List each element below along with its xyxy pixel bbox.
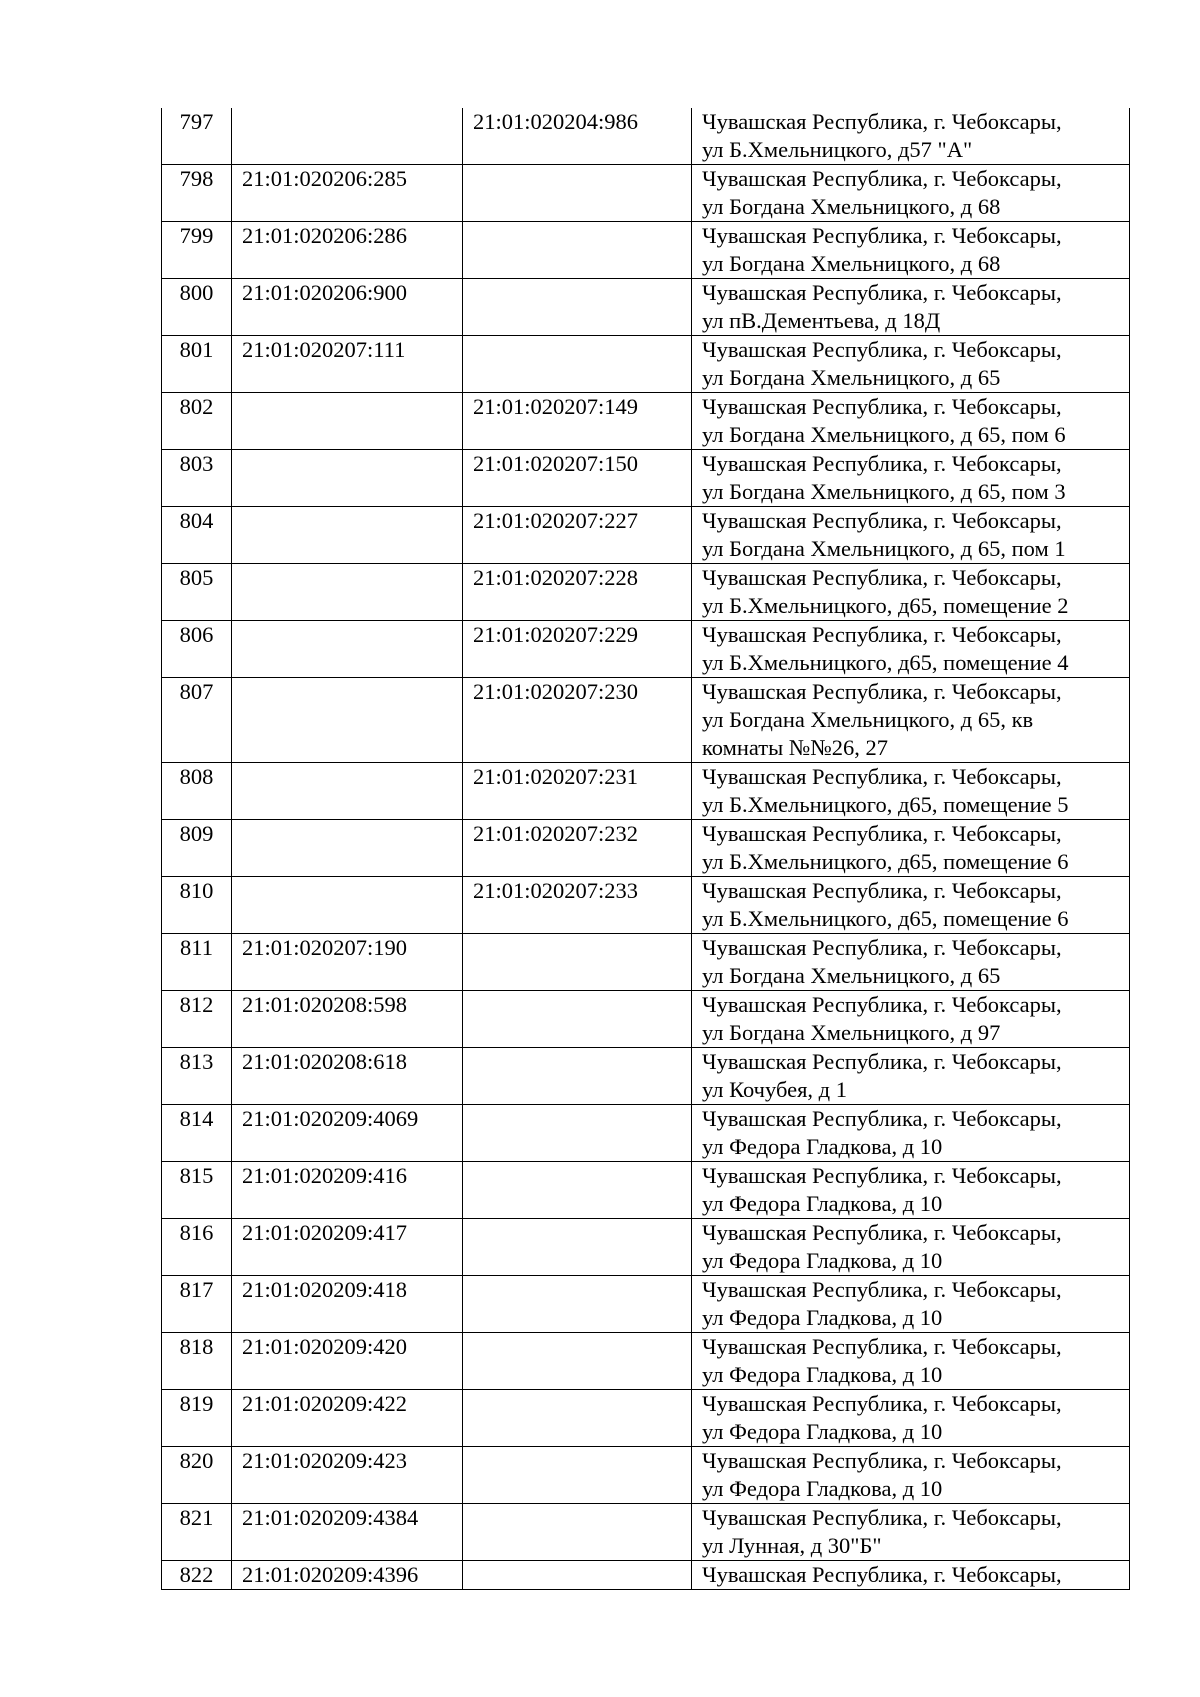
land-cadastral-number-cell: 21:01:020209:423 [232,1447,463,1504]
row-number-cell: 807 [162,678,232,763]
land-cadastral-number-cell [232,820,463,877]
address-cell [692,279,1130,336]
building-cadastral-number-cell [463,1561,692,1590]
address-line: ул Богдана Хмельницкого, д 65, пом 3 [702,479,1066,504]
row-number-cell: 812 [162,991,232,1048]
address-line: Чувашская Республика, г. Чебоксары, [702,878,1062,903]
land-cadastral-number-cell: 21:01:020209:416 [232,1162,463,1219]
land-cadastral-number-cell: 21:01:020207:190 [232,934,463,991]
row-number-cell: 817 [162,1276,232,1333]
address-cell [692,1561,1130,1590]
row-number-cell: 815 [162,1162,232,1219]
table-row [162,279,1130,336]
address-line: ул Богдана Хмельницкого, д 68 [702,251,1001,276]
address-line: ул Б.Хмельницкого, д57 "А" [702,137,973,162]
address-line: Чувашская Республика, г. Чебоксары, [702,1448,1062,1473]
table-row [162,1219,1130,1276]
address-line: Чувашская Республика, г. Чебоксары, [702,337,1062,362]
building-cadastral-number-cell [463,1504,692,1561]
table-row [162,1162,1130,1219]
land-cadastral-number-cell: 21:01:020206:286 [232,222,463,279]
address-cell [692,222,1130,279]
address-line: ул Богдана Хмельницкого, д 97 [702,1020,1001,1045]
table-row [162,507,1130,564]
land-cadastral-number-cell: 21:01:020208:618 [232,1048,463,1105]
row-number-cell: 797 [162,108,232,165]
building-cadastral-number-cell: 21:01:020207:228 [463,564,692,621]
address-line: Чувашская Республика, г. Чебоксары, [702,821,1062,846]
row-number-cell: 816 [162,1219,232,1276]
address-line: ул Богдана Хмельницкого, д 65, пом 1 [702,536,1066,561]
address-line: Чувашская Республика, г. Чебоксары, [702,1163,1062,1188]
row-number-cell: 805 [162,564,232,621]
address-line: ул пВ.Дементьева, д 18Д [702,308,941,333]
building-cadastral-number-cell [463,1333,692,1390]
table-row [162,1504,1130,1561]
address-line: Чувашская Республика, г. Чебоксары, [702,764,1062,789]
address-line: Чувашская Республика, г. Чебоксары, [702,1505,1062,1530]
row-number-cell: 803 [162,450,232,507]
address-cell [692,108,1130,165]
table-row [162,564,1130,621]
address-cell [692,1390,1130,1447]
address-cell [692,1447,1130,1504]
address-line: Чувашская Республика, г. Чебоксары, [702,1562,1062,1587]
land-cadastral-number-cell [232,763,463,820]
table-row [162,763,1130,820]
table-row [162,108,1130,165]
row-number-cell: 808 [162,763,232,820]
row-number-cell: 819 [162,1390,232,1447]
row-number-cell: 800 [162,279,232,336]
table-row [162,393,1130,450]
land-cadastral-number-cell: 21:01:020209:418 [232,1276,463,1333]
address-line: ул Федора Гладкова, д 10 [702,1248,943,1273]
row-number-cell: 813 [162,1048,232,1105]
row-number-cell: 809 [162,820,232,877]
address-line: комнаты №№26, 27 [702,735,889,760]
address-cell [692,507,1130,564]
land-cadastral-number-cell [232,678,463,763]
address-cell [692,877,1130,934]
address-line: ул Федора Гладкова, д 10 [702,1476,943,1501]
address-line: Чувашская Республика, г. Чебоксары, [702,394,1062,419]
address-line: Чувашская Республика, г. Чебоксары, [702,1277,1062,1302]
row-number-cell: 822 [162,1561,232,1590]
building-cadastral-number-cell: 21:01:020207:227 [463,507,692,564]
table-row [162,165,1130,222]
table-row [162,1333,1130,1390]
address-line: Чувашская Республика, г. Чебоксары, [702,280,1062,305]
table-row [162,820,1130,877]
building-cadastral-number-cell [463,934,692,991]
table-row [162,1276,1130,1333]
address-line: Чувашская Республика, г. Чебоксары, [702,1334,1062,1359]
address-line: Чувашская Республика, г. Чебоксары, [702,679,1062,704]
address-cell [692,450,1130,507]
address-line: Чувашская Республика, г. Чебоксары, [702,935,1062,960]
building-cadastral-number-cell [463,1162,692,1219]
table-row [162,1561,1130,1590]
building-cadastral-number-cell: 21:01:020207:229 [463,621,692,678]
address-cell [692,678,1130,763]
address-cell [692,165,1130,222]
address-cell [692,564,1130,621]
row-number-cell: 818 [162,1333,232,1390]
address-line: ул Федора Гладкова, д 10 [702,1191,943,1216]
building-cadastral-number-cell: 21:01:020207:150 [463,450,692,507]
address-cell [692,1276,1130,1333]
building-cadastral-number-cell [463,1276,692,1333]
address-cell [692,820,1130,877]
address-cell [692,1048,1130,1105]
row-number-cell: 806 [162,621,232,678]
address-line: Чувашская Республика, г. Чебоксары, [702,1106,1062,1131]
building-cadastral-number-cell: 21:01:020207:232 [463,820,692,877]
table-row [162,1048,1130,1105]
building-cadastral-number-cell: 21:01:020207:233 [463,877,692,934]
address-line: Чувашская Республика, г. Чебоксары, [702,166,1062,191]
address-cell [692,336,1130,393]
row-number-cell: 821 [162,1504,232,1561]
building-cadastral-number-cell [463,1219,692,1276]
address-line: ул Лунная, д 30"Б" [702,1533,882,1558]
table-row [162,1447,1130,1504]
land-cadastral-number-cell [232,507,463,564]
address-line: Чувашская Республика, г. Чебоксары, [702,223,1062,248]
table-row [162,934,1130,991]
row-number-cell: 814 [162,1105,232,1162]
land-cadastral-number-cell: 21:01:020209:420 [232,1333,463,1390]
row-number-cell: 820 [162,1447,232,1504]
table-row [162,991,1130,1048]
address-line: Чувашская Республика, г. Чебоксары, [702,992,1062,1017]
address-line: Чувашская Республика, г. Чебоксары, [702,565,1062,590]
land-cadastral-number-cell [232,393,463,450]
land-cadastral-number-cell: 21:01:020209:4069 [232,1105,463,1162]
address-line: ул Богдана Хмельницкого, д 65, кв [702,707,1034,732]
land-cadastral-number-cell [232,877,463,934]
building-cadastral-number-cell [463,222,692,279]
row-number-cell: 810 [162,877,232,934]
row-number-cell: 801 [162,336,232,393]
table-row [162,450,1130,507]
address-cell [692,763,1130,820]
land-cadastral-number-cell [232,621,463,678]
land-cadastral-number-cell: 21:01:020209:4384 [232,1504,463,1561]
building-cadastral-number-cell [463,1105,692,1162]
land-cadastral-number-cell: 21:01:020209:4396 [232,1561,463,1590]
building-cadastral-number-cell [463,1390,692,1447]
address-line: ул Федора Гладкова, д 10 [702,1419,943,1444]
row-number-cell: 811 [162,934,232,991]
address-line: ул Б.Хмельницкого, д65, помещение 5 [702,792,1069,817]
land-cadastral-number-cell: 21:01:020206:285 [232,165,463,222]
row-number-cell: 802 [162,393,232,450]
building-cadastral-number-cell [463,165,692,222]
address-cell [692,1162,1130,1219]
address-cell [692,393,1130,450]
address-line: ул Богдана Хмельницкого, д 65, пом 6 [702,422,1066,447]
building-cadastral-number-cell [463,1447,692,1504]
land-cadastral-number-cell [232,564,463,621]
building-cadastral-number-cell [463,1048,692,1105]
address-line: Чувашская Республика, г. Чебоксары, [702,451,1062,476]
address-line: Чувашская Республика, г. Чебоксары, [702,1049,1062,1074]
building-cadastral-number-cell: 21:01:020207:149 [463,393,692,450]
land-cadastral-number-cell: 21:01:020208:598 [232,991,463,1048]
address-cell [692,1333,1130,1390]
address-line: Чувашская Республика, г. Чебоксары, [702,1220,1062,1245]
address-line: ул Федора Гладкова, д 10 [702,1362,943,1387]
address-cell [692,934,1130,991]
address-cell [692,1105,1130,1162]
address-line: ул Б.Хмельницкого, д65, помещение 6 [702,849,1069,874]
table-row [162,877,1130,934]
address-line: ул Б.Хмельницкого, д65, помещение 2 [702,593,1069,618]
table-row [162,1105,1130,1162]
table-row [162,1390,1130,1447]
address-line: Чувашская Республика, г. Чебоксары, [702,622,1062,647]
address-cell [692,991,1130,1048]
address-line: ул Федора Гладкова, д 10 [702,1305,943,1330]
land-cadastral-number-cell [232,450,463,507]
row-number-cell: 799 [162,222,232,279]
address-line: ул Богдана Хмельницкого, д 65 [702,365,1001,390]
row-number-cell: 804 [162,507,232,564]
building-cadastral-number-cell [463,991,692,1048]
table-row [162,336,1130,393]
land-cadastral-number-cell: 21:01:020209:422 [232,1390,463,1447]
land-cadastral-number-cell: 21:01:020207:111 [232,336,463,393]
address-cell [692,1219,1130,1276]
address-line: Чувашская Республика, г. Чебоксары, [702,1391,1062,1416]
table-row [162,678,1130,763]
building-cadastral-number-cell: 21:01:020204:986 [463,108,692,165]
address-line: ул Кочубея, д 1 [702,1077,847,1102]
address-line: Чувашская Республика, г. Чебоксары, [702,508,1062,533]
address-line: ул Б.Хмельницкого, д65, помещение 4 [702,650,1069,675]
address-cell [692,1504,1130,1561]
building-cadastral-number-cell [463,279,692,336]
table-row [162,621,1130,678]
address-line: ул Федора Гладкова, д 10 [702,1134,943,1159]
building-cadastral-number-cell: 21:01:020207:230 [463,678,692,763]
address-line: ул Богдана Хмельницкого, д 68 [702,194,1001,219]
table-row [162,222,1130,279]
land-cadastral-number-cell: 21:01:020206:900 [232,279,463,336]
table-body [162,108,1130,1590]
property-table [161,108,1130,1590]
address-line: ул Богдана Хмельницкого, д 65 [702,963,1001,988]
row-number-cell: 798 [162,165,232,222]
land-cadastral-number-cell [232,108,463,165]
address-line: ул Б.Хмельницкого, д65, помещение 6 [702,906,1069,931]
address-line: Чувашская Республика, г. Чебоксары, [702,109,1062,134]
address-cell [692,621,1130,678]
building-cadastral-number-cell [463,336,692,393]
building-cadastral-number-cell: 21:01:020207:231 [463,763,692,820]
land-cadastral-number-cell: 21:01:020209:417 [232,1219,463,1276]
